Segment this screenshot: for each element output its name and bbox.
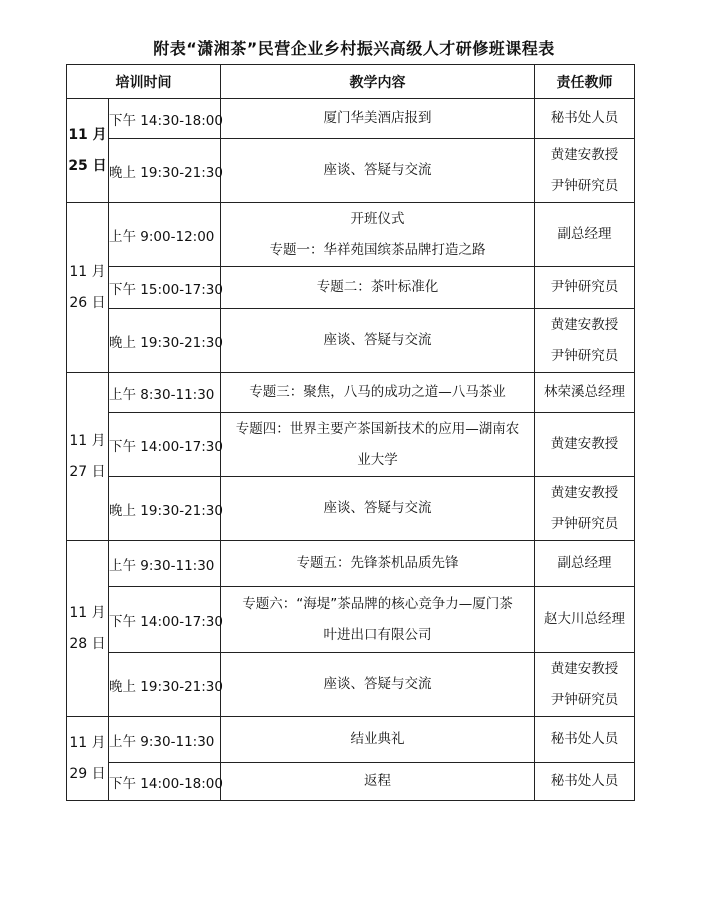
content-cell (221, 653, 535, 717)
date-day: 27 日 (69, 463, 106, 480)
teacher-line: 黄建安教授 (550, 660, 619, 677)
content-line: 专题三：聚焦，八马的成功之道—八马茶业 (249, 384, 506, 400)
content-cell (221, 139, 535, 203)
time-cell: 下午 14:30-18:00 (109, 99, 221, 139)
teacher-cell (535, 373, 635, 413)
teacher-line: 林荣溪总经理 (544, 384, 625, 400)
teacher-line: 秘书处人员 (550, 731, 619, 747)
time-cell: 上午 8:30-11:30 (109, 373, 221, 413)
content-line: 专题五：先锋茶机品质先锋 (296, 555, 459, 571)
teacher-line: 尹钟研究员 (550, 177, 619, 194)
content-cell (221, 763, 535, 801)
content-cell (221, 309, 535, 373)
time-cell: 下午 14:00-17:30 (109, 413, 221, 477)
time-cell: 上午 9:00-12:00 (109, 203, 221, 267)
teacher-line: 黄建安教授 (550, 316, 619, 333)
teacher-line: 尹钟研究员 (550, 279, 619, 295)
teacher-line: 秘书处人员 (550, 110, 619, 126)
date-month: 11 月 (69, 734, 106, 751)
page-title: 附表“潇湘茶”民营企业乡村振兴高级人才研修班课程表 (153, 39, 555, 58)
content-cell (221, 541, 535, 587)
table-row (67, 587, 635, 653)
content-line: 返程 (364, 773, 391, 789)
table-row (67, 541, 635, 587)
teacher-line: 副总经理 (557, 555, 612, 571)
teacher-line: 副总经理 (557, 226, 612, 242)
teacher-line: 赵大川总经理 (544, 611, 625, 627)
date-cell (67, 541, 109, 717)
content-cell (221, 587, 535, 653)
table-row (67, 139, 635, 203)
header-teacher: 责任教师 (535, 65, 635, 99)
teacher-cell (535, 477, 635, 541)
table-row (67, 653, 635, 717)
content-line: 厦门华美酒店报到 (323, 110, 432, 126)
content-line: 专题二：茶叶标准化 (316, 279, 439, 295)
teacher-line: 黄建安教授 (550, 484, 619, 501)
teacher-cell (535, 139, 635, 203)
header-row (67, 65, 635, 99)
teacher-line: 黄建安教授 (550, 146, 619, 163)
content-line: 座谈、答疑与交流 (323, 676, 432, 692)
date-day: 28 日 (69, 635, 106, 652)
date-cell (67, 373, 109, 541)
content-cell (221, 203, 535, 267)
content-cell (221, 267, 535, 309)
table-row (67, 477, 635, 541)
content-cell (221, 413, 535, 477)
time-cell: 晚上 19:30-21:30 (109, 309, 221, 373)
teacher-cell (535, 203, 635, 267)
content-line: 座谈、答疑与交流 (323, 500, 432, 516)
teacher-cell (535, 413, 635, 477)
teacher-line: 秘书处人员 (550, 773, 619, 789)
time-cell: 上午 9:30-11:30 (109, 541, 221, 587)
content-line: 座谈、答疑与交流 (323, 332, 432, 348)
content-line: 座谈、答疑与交流 (323, 162, 432, 178)
time-cell: 晚上 19:30-21:30 (109, 139, 221, 203)
table-row (67, 309, 635, 373)
teacher-cell (535, 763, 635, 801)
date-month: 11 月 (68, 126, 107, 143)
content-line: 专题六：“海堤”茶品牌的核心竞争力—厦门茶 (242, 595, 513, 612)
teacher-cell (535, 541, 635, 587)
date-cell (67, 717, 109, 801)
teacher-line: 尹钟研究员 (550, 347, 619, 364)
date-cell (67, 203, 109, 373)
teacher-cell (535, 99, 635, 139)
content-cell (221, 99, 535, 139)
content-line: 专题四：世界主要产茶国新技术的应用—湖南农 (235, 420, 520, 437)
teacher-cell (535, 653, 635, 717)
content-line: 开班仪式 (350, 210, 405, 227)
content-line: 专题一：华祥苑国缤茶品牌打造之路 (269, 241, 486, 258)
date-month: 11 月 (69, 604, 106, 621)
content-cell (221, 717, 535, 763)
date-day: 25 日 (68, 157, 107, 174)
date-month: 11 月 (69, 432, 106, 449)
content-line: 业大学 (357, 451, 398, 468)
content-cell (221, 477, 535, 541)
content-line: 结业典礼 (350, 731, 405, 747)
table-row (67, 717, 635, 763)
table-row (67, 203, 635, 267)
table-row (67, 413, 635, 477)
date-month: 11 月 (69, 263, 106, 280)
time-cell: 上午 9:30-11:30 (109, 717, 221, 763)
schedule-table (66, 64, 635, 801)
table-row (67, 99, 635, 139)
teacher-cell (535, 717, 635, 763)
date-day: 26 日 (69, 294, 106, 311)
time-cell: 下午 14:00-17:30 (109, 587, 221, 653)
header-time: 培训时间 (67, 65, 221, 99)
teacher-cell (535, 267, 635, 309)
time-cell: 下午 14:00-18:00 (109, 763, 221, 801)
table-row (67, 763, 635, 801)
table-row (67, 267, 635, 309)
date-cell (67, 99, 109, 203)
table-row (67, 373, 635, 413)
teacher-cell (535, 587, 635, 653)
time-cell: 晚上 19:30-21:30 (109, 653, 221, 717)
teacher-line: 尹钟研究员 (550, 691, 619, 708)
content-line: 叶进出口有限公司 (323, 626, 432, 643)
content-cell (221, 373, 535, 413)
time-cell: 晚上 19:30-21:30 (109, 477, 221, 541)
teacher-line: 黄建安教授 (550, 436, 619, 452)
header-content: 教学内容 (221, 65, 535, 99)
teacher-line: 尹钟研究员 (550, 515, 619, 532)
time-cell: 下午 15:00-17:30 (109, 267, 221, 309)
teacher-cell (535, 309, 635, 373)
date-day: 29 日 (69, 765, 106, 782)
